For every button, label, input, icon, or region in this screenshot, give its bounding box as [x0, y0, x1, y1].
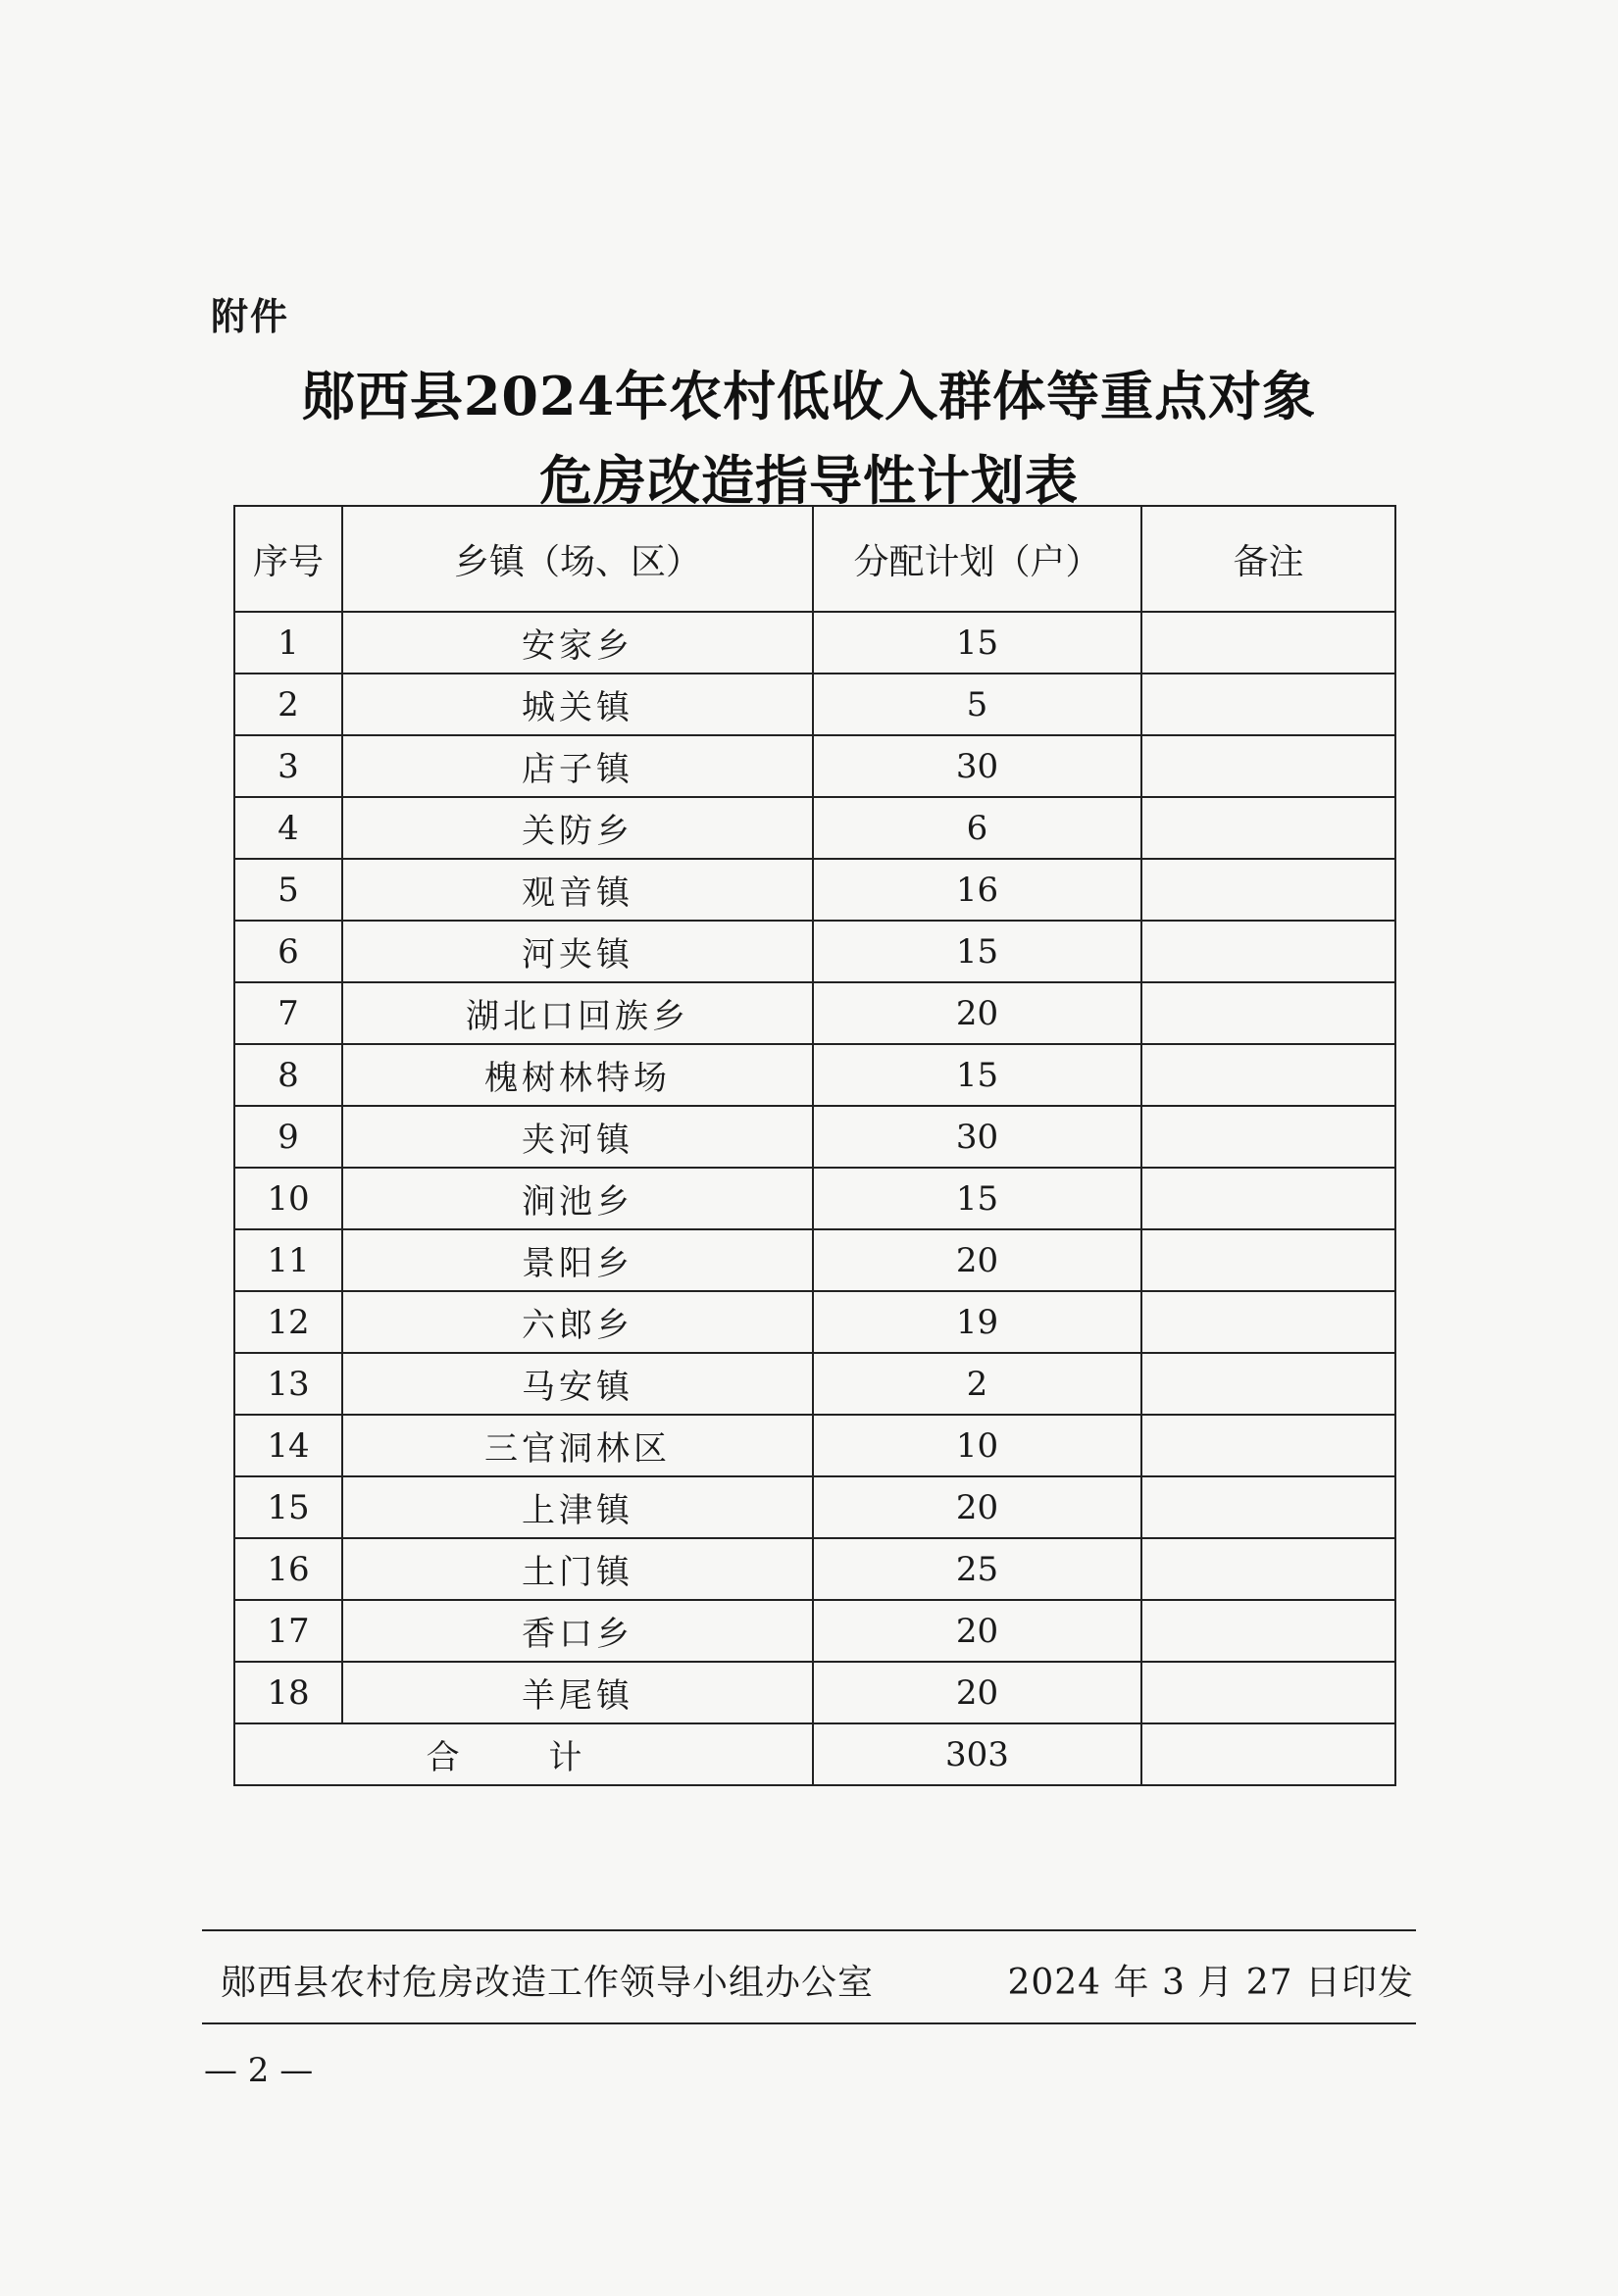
footer-divider-bottom — [202, 2022, 1416, 2024]
table-row — [234, 735, 1395, 797]
cell-no: 18 — [234, 1662, 342, 1723]
cell-note — [1141, 735, 1395, 797]
table-row — [234, 921, 1395, 982]
table-row — [234, 1415, 1395, 1476]
cell-town: 观音镇 — [342, 859, 813, 921]
cell-note — [1141, 1476, 1395, 1538]
cell-plan: 5 — [813, 674, 1141, 735]
cell-note — [1141, 797, 1395, 859]
footer-issuer: 郧西县农村危房改造工作领导小组办公室 — [221, 1963, 875, 2003]
table-row — [234, 1229, 1395, 1291]
document-title-line-2: 危房改造指导性计划表 — [539, 449, 1079, 512]
cell-no: 4 — [234, 797, 342, 859]
column-header-plan: 分配计划（户） — [813, 506, 1141, 612]
cell-note — [1141, 1106, 1395, 1168]
attachment-label: 附件 — [211, 295, 290, 338]
cell-town: 湖北口回族乡 — [342, 982, 813, 1044]
table-row — [234, 1662, 1395, 1723]
cell-plan: 25 — [813, 1538, 1141, 1600]
cell-plan: 15 — [813, 921, 1141, 982]
cell-town: 关防乡 — [342, 797, 813, 859]
cell-town: 景阳乡 — [342, 1229, 813, 1291]
total-note — [1141, 1723, 1395, 1785]
cell-no: 9 — [234, 1106, 342, 1168]
cell-note — [1141, 1044, 1395, 1106]
table-body — [234, 612, 1395, 1723]
cell-no: 7 — [234, 982, 342, 1044]
column-header-note: 备注 — [1141, 506, 1395, 612]
cell-town: 羊尾镇 — [342, 1662, 813, 1723]
total-plan: 303 — [813, 1723, 1141, 1785]
table-row — [234, 982, 1395, 1044]
cell-note — [1141, 1600, 1395, 1662]
table-row — [234, 674, 1395, 735]
table-row — [234, 1476, 1395, 1538]
cell-plan: 20 — [813, 982, 1141, 1044]
footer-issue-date: 2024 年 3 月 27 日印发 — [1007, 1963, 1414, 2003]
cell-no: 8 — [234, 1044, 342, 1106]
cell-no: 1 — [234, 612, 342, 674]
footer-divider-top — [202, 1929, 1416, 1931]
cell-town: 槐树林特场 — [342, 1044, 813, 1106]
cell-note — [1141, 1415, 1395, 1476]
cell-plan: 16 — [813, 859, 1141, 921]
cell-plan: 20 — [813, 1476, 1141, 1538]
cell-note — [1141, 1291, 1395, 1353]
cell-town: 城关镇 — [342, 674, 813, 735]
cell-no: 10 — [234, 1168, 342, 1229]
cell-town: 马安镇 — [342, 1353, 813, 1415]
table-row — [234, 1600, 1395, 1662]
cell-town: 夹河镇 — [342, 1106, 813, 1168]
cell-town: 土门镇 — [342, 1538, 813, 1600]
cell-note — [1141, 674, 1395, 735]
cell-plan: 30 — [813, 1106, 1141, 1168]
cell-note — [1141, 1538, 1395, 1600]
table-row — [234, 1106, 1395, 1168]
cell-plan: 10 — [813, 1415, 1141, 1476]
cell-plan: 20 — [813, 1600, 1141, 1662]
cell-note — [1141, 612, 1395, 674]
document-title-line-1: 郧西县2024年农村低收入群体等重点对象 — [301, 365, 1317, 427]
cell-no: 3 — [234, 735, 342, 797]
table-row — [234, 1291, 1395, 1353]
cell-plan: 30 — [813, 735, 1141, 797]
cell-note — [1141, 982, 1395, 1044]
table-row — [234, 612, 1395, 674]
cell-no: 15 — [234, 1476, 342, 1538]
cell-no: 14 — [234, 1415, 342, 1476]
cell-note — [1141, 1353, 1395, 1415]
cell-no: 11 — [234, 1229, 342, 1291]
cell-note — [1141, 1168, 1395, 1229]
cell-no: 2 — [234, 674, 342, 735]
allocation-plan-table — [233, 505, 1396, 1786]
cell-no: 5 — [234, 859, 342, 921]
cell-plan: 6 — [813, 797, 1141, 859]
cell-town: 安家乡 — [342, 612, 813, 674]
cell-town: 河夹镇 — [342, 921, 813, 982]
cell-no: 16 — [234, 1538, 342, 1600]
total-row — [234, 1723, 1395, 1785]
cell-note — [1141, 921, 1395, 982]
cell-note — [1141, 1662, 1395, 1723]
cell-note — [1141, 1229, 1395, 1291]
cell-plan: 15 — [813, 1168, 1141, 1229]
page-number: — 2 — — [204, 2051, 314, 2090]
table-row — [234, 1168, 1395, 1229]
cell-plan: 19 — [813, 1291, 1141, 1353]
cell-no: 6 — [234, 921, 342, 982]
cell-plan: 2 — [813, 1353, 1141, 1415]
column-header-town: 乡镇（场、区） — [342, 506, 813, 612]
cell-town: 香口乡 — [342, 1600, 813, 1662]
cell-town: 涧池乡 — [342, 1168, 813, 1229]
cell-no: 17 — [234, 1600, 342, 1662]
cell-town: 六郎乡 — [342, 1291, 813, 1353]
table-header-row — [234, 506, 1395, 612]
table-row — [234, 1538, 1395, 1600]
cell-plan: 15 — [813, 1044, 1141, 1106]
total-label: 合 计 — [234, 1723, 813, 1785]
cell-plan: 20 — [813, 1229, 1141, 1291]
cell-no: 13 — [234, 1353, 342, 1415]
cell-town: 上津镇 — [342, 1476, 813, 1538]
table-row — [234, 859, 1395, 921]
table-row — [234, 797, 1395, 859]
cell-town: 三官洞林区 — [342, 1415, 813, 1476]
table-row — [234, 1044, 1395, 1106]
cell-no: 12 — [234, 1291, 342, 1353]
cell-plan: 20 — [813, 1662, 1141, 1723]
cell-note — [1141, 859, 1395, 921]
cell-town: 店子镇 — [342, 735, 813, 797]
cell-plan: 15 — [813, 612, 1141, 674]
column-header-no: 序号 — [234, 506, 342, 612]
table-row — [234, 1353, 1395, 1415]
